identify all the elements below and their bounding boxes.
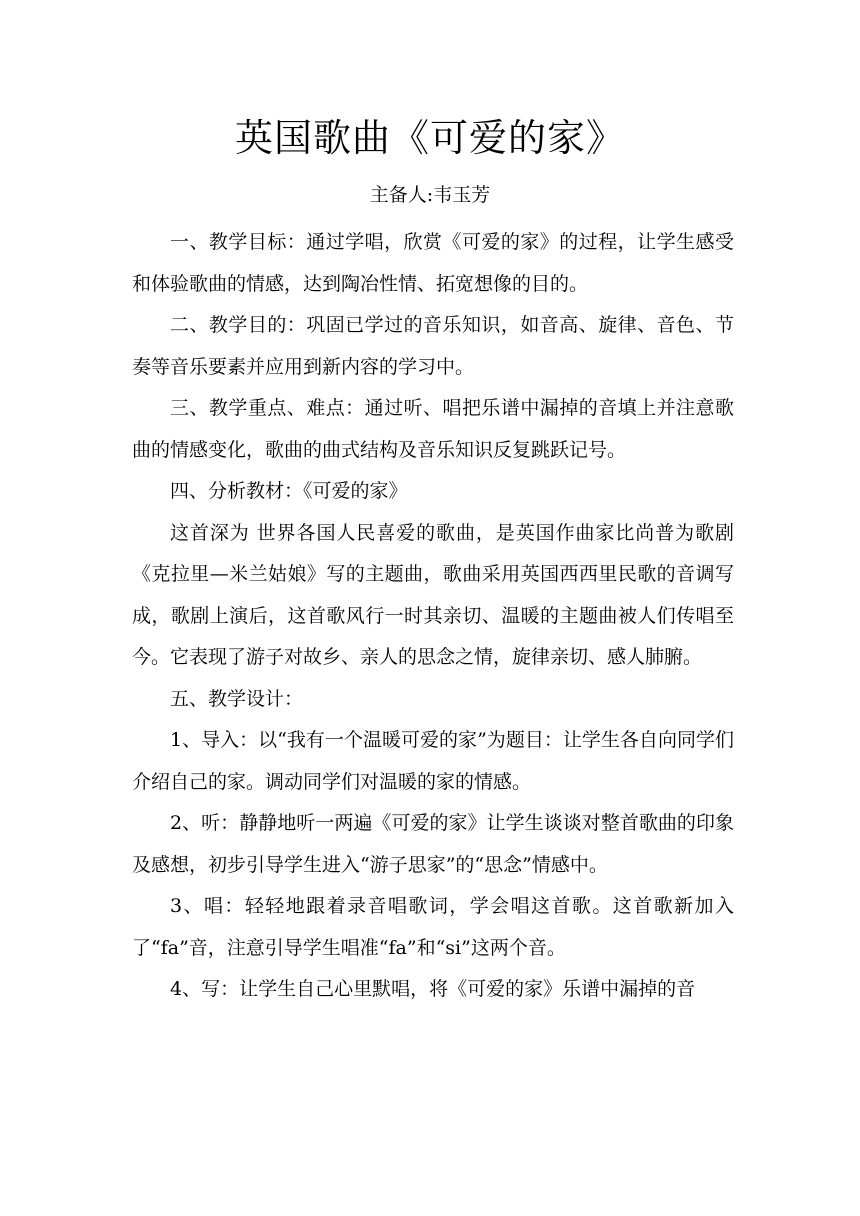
paragraph-material-analysis: 这首深为 世界各国人民喜爱的歌曲，是英国作曲家比尚普为歌剧《克拉里—米兰姑娘》写的主题曲，歌曲采用英国西西里民歌的音调写成，歌剧上演后，这首歌风行一时其亲切、温暖的主题曲被人们传唱至今。它表现了游子对故乡、亲人的思念之情，旋律亲切、感人肺腑。 xyxy=(132,521,734,668)
paragraph-teaching-purpose: 二、教学目的：巩固已学过的音乐知识，如音高、旋律、音色、节奏等音乐要素并应用到新内容的学习中。 xyxy=(132,314,734,378)
paragraph-step-intro: 1、导入：以“我有一个温暖可爱的家”为题目：让学生各自向同学们介绍自己的家。调动同学们对温暖的家的情感。 xyxy=(132,729,734,793)
paragraph-material-heading: 四、分析教材：《可爱的家》 xyxy=(170,480,408,502)
paragraph-step-write: 4、写：让学生自己心里默唱，将《可爱的家》乐谱中漏掉的音 xyxy=(170,978,696,1000)
document-title: 英国歌曲《可爱的家》 xyxy=(234,116,625,160)
paragraph-step-listen: 2、听：静静地听一两遍《可爱的家》让学生谈谈对整首歌曲的印象及感想，初步引导学生进入“游子思家”的“思念”情感中。 xyxy=(132,812,734,876)
document-body xyxy=(132,222,734,1011)
paragraph-step-sing: 3、唱：轻轻地跟着录音唱歌词，学会唱这首歌。这首歌新加入了“fa”音，注意引导学生唱准“fa”和“si”这两个音。 xyxy=(132,895,734,959)
paragraph-teaching-goal: 一、教学目标：通过学唱，欣赏《可爱的家》的过程，让学生感受和体验歌曲的情感，达到陶冶性情、拓宽想像的目的。 xyxy=(132,231,734,295)
author-line: 主备人:韦玉芳 xyxy=(369,184,491,206)
paragraph-key-points: 三、教学重点、难点：通过听、唱把乐谱中漏掉的音填上并注意歌曲的情感变化，歌曲的曲式结构及音乐知识反复跳跃记号。 xyxy=(132,397,734,461)
paragraph-design-heading: 五、教学设计： xyxy=(170,687,304,710)
